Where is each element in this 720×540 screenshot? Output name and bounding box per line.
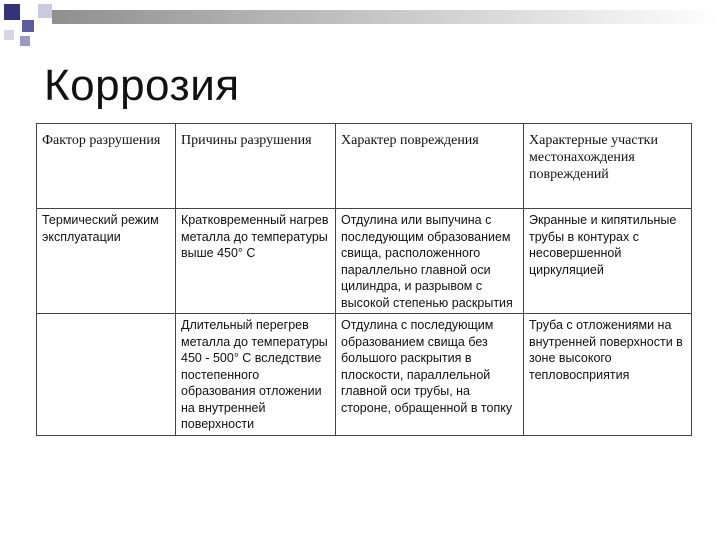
table-header-row [37, 124, 692, 209]
cell-factor: Термический режим эксплуатации [37, 209, 176, 314]
cell-factor [37, 314, 176, 436]
decor-square-dark [4, 4, 20, 20]
decor-square-faint [4, 30, 14, 40]
decor-square-mid [22, 20, 34, 32]
cell-location: Труба с отложениями на внутренней поверхности в зоне высокого тепловосприятия [524, 314, 692, 436]
header-location: Характерные участки местонахождения повреждений [524, 124, 692, 209]
cell-cause: Длительный перегрев металла до температуры 450 - 500° С вследствие постепенного образования отложении на внутренней поверхности [176, 314, 336, 436]
corrosion-table [36, 123, 692, 436]
cell-damage: Отдулина с последующим образованием свища без большого раскрытия в плоскости, параллельной главной оси трубы, на стороне, обращенной в топку [336, 314, 524, 436]
cell-cause: Кратковременный нагрев металла до температуры выше 450° С [176, 209, 336, 314]
decor-square-small [20, 36, 30, 46]
cell-location: Экранные и кипятильные трубы в контурах с несовершенной циркуляцией [524, 209, 692, 314]
header-gradient-bar [52, 10, 720, 24]
header-cause: Причины разрушения [176, 124, 336, 209]
slide-title: Коррозия [44, 61, 240, 110]
header-factor: Фактор разрушения [37, 124, 176, 209]
decor-square-light [38, 4, 52, 18]
cell-damage: Отдулина или выпучина с последующим образованием свища, расположенного параллельно главной оси цилиндра, и разрывом с высокой степенью раскрытия [336, 209, 524, 314]
table-row [37, 209, 692, 314]
table-row [37, 314, 692, 436]
header-damage: Характер повреждения [336, 124, 524, 209]
